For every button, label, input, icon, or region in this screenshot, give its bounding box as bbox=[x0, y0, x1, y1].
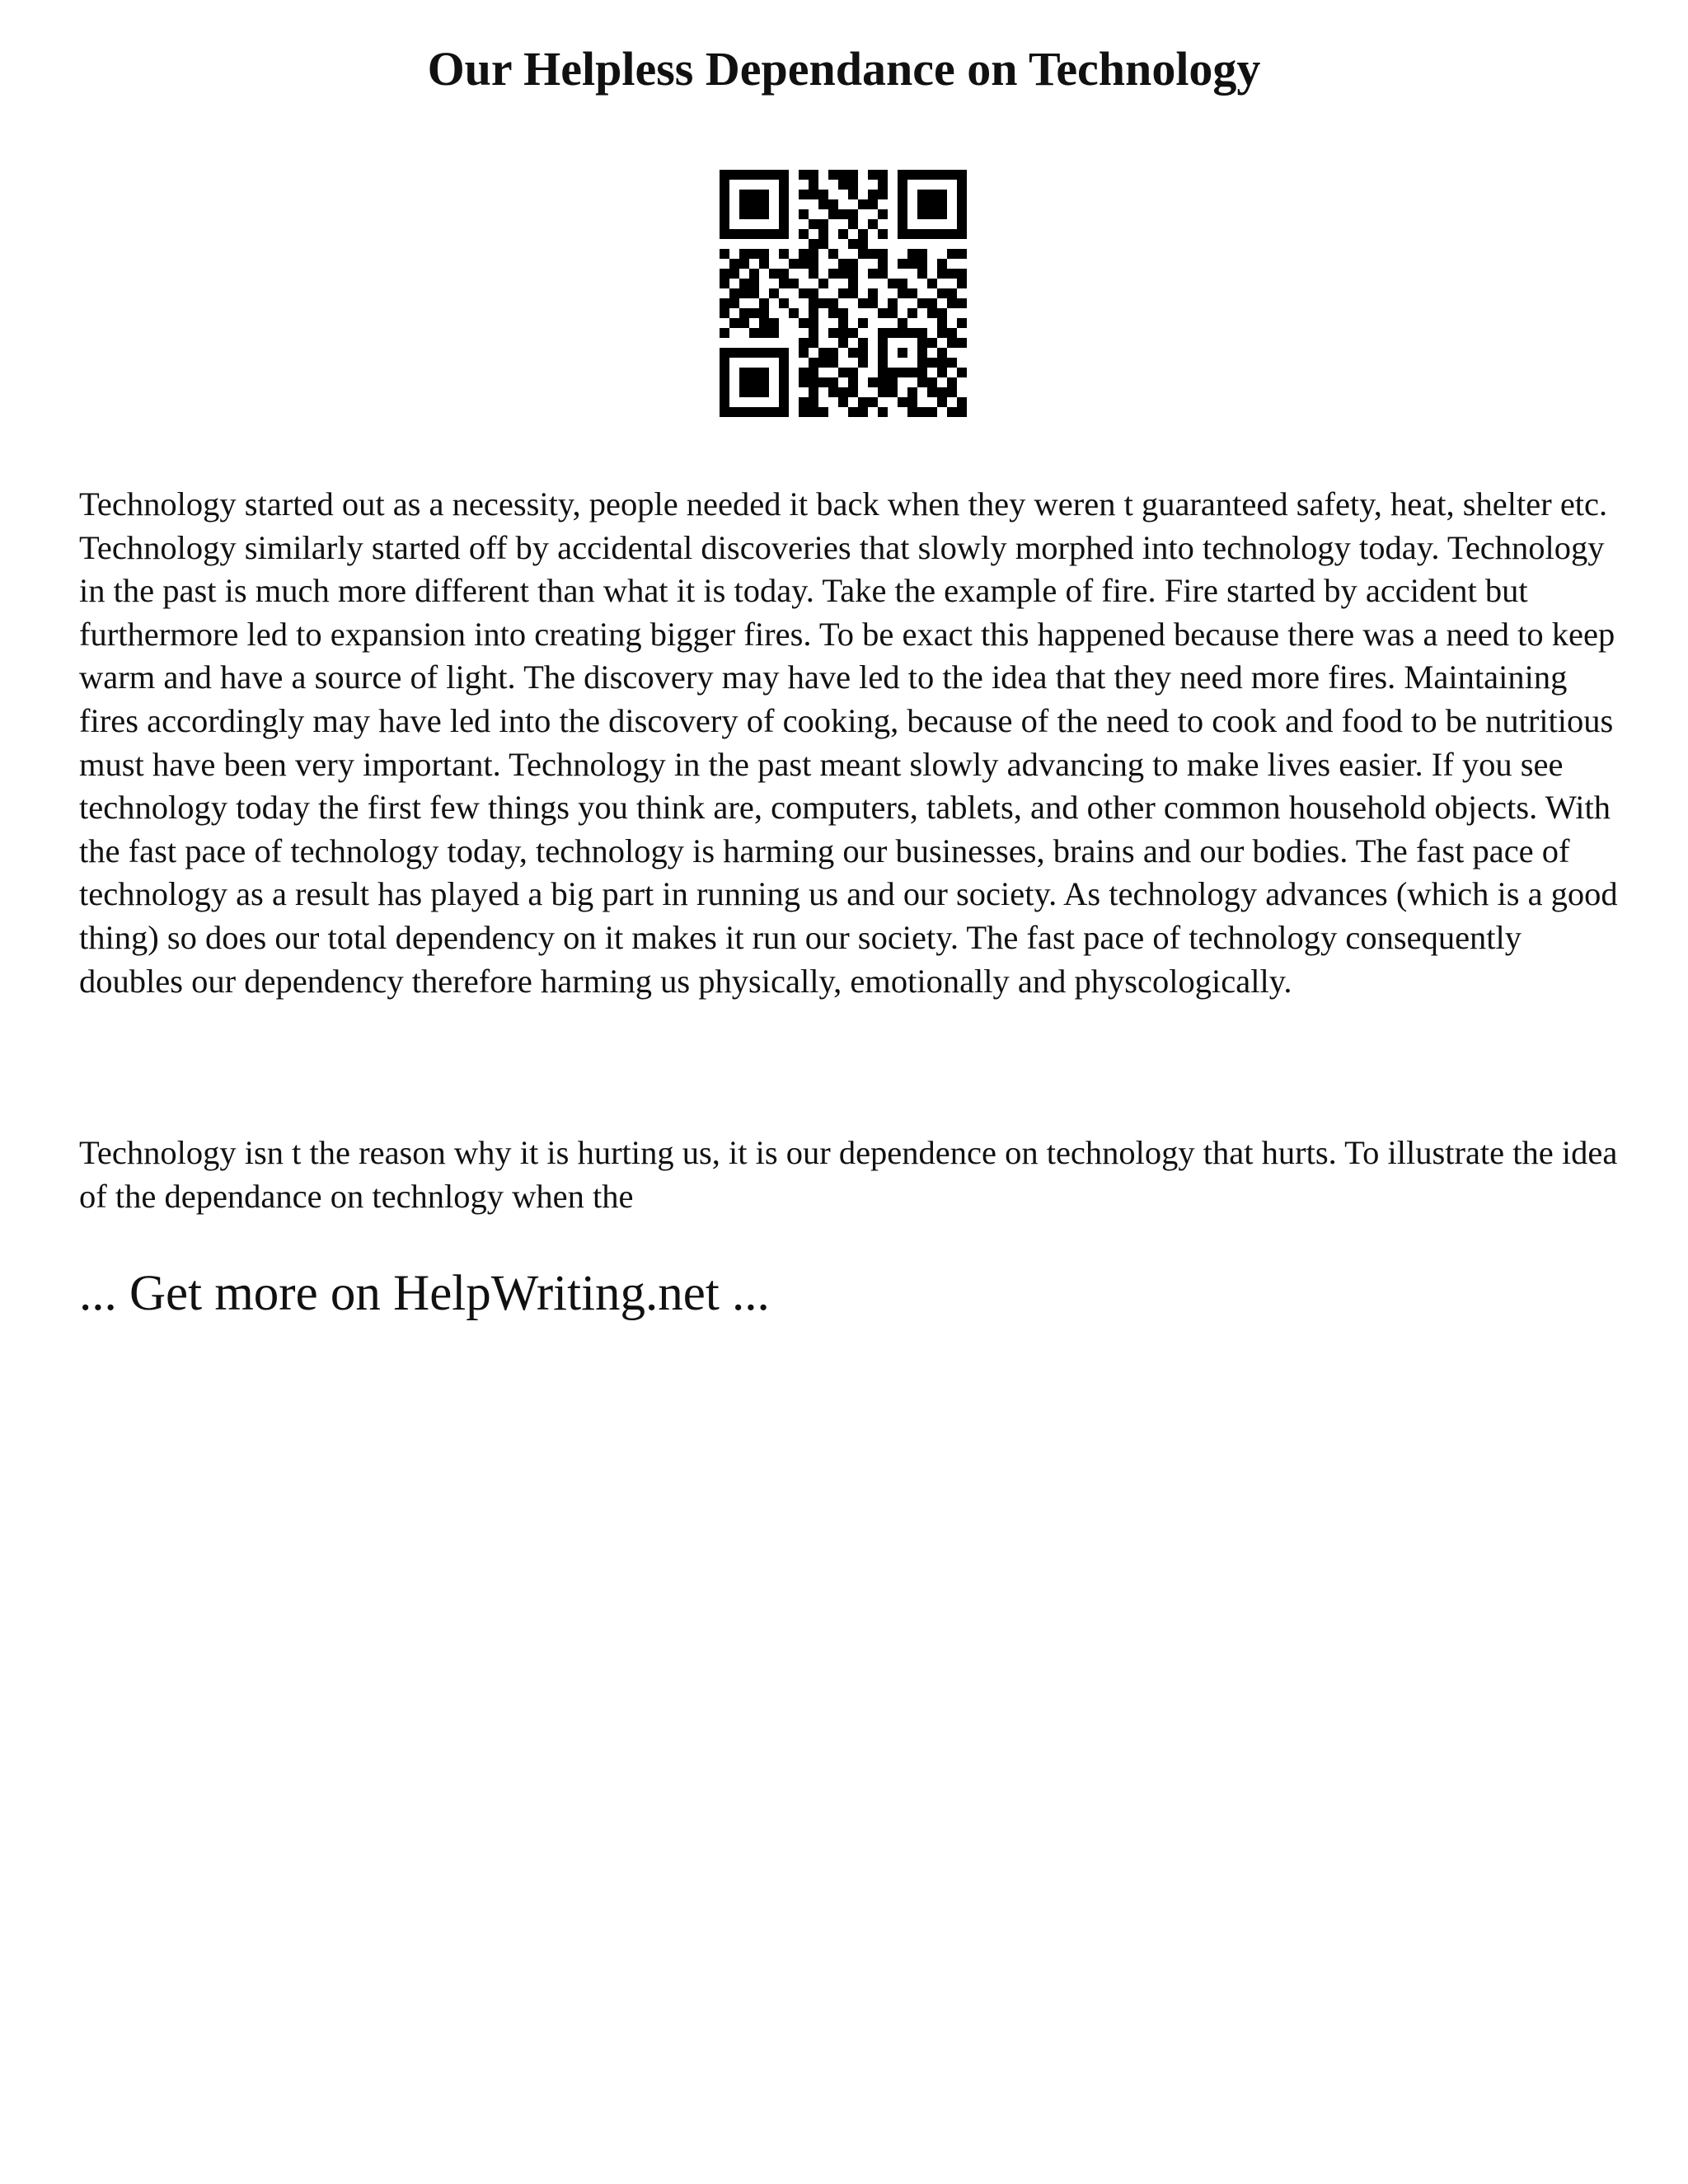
body-paragraph-2: Technology isn t the reason why it is hurting us, it is our dependence on technology that hurts. To illustrate the idea of the dependance on technlogy when the bbox=[79, 1134, 1618, 1215]
get-more-link[interactable]: ... Get more on HelpWriting.net ... bbox=[79, 1266, 770, 1321]
qr-code-icon bbox=[720, 170, 967, 417]
body-paragraph-1: Technology started out as a necessity, people needed it back when they weren t guaranteed safety, heat, shelter etc. Technology similarly started off by accidental discoveries that slowly morphed into technology today. Technology in the past is much more different than what it is today. Take the example of fire. Fire started by accident but furthermore led to expansion into creating bigger fires. To be exact this happened because there was a need to keep warm and have a source of light. The discovery may have led to the idea that they need more fires. Maintaining fires accordingly may have led into the discovery of cooking, because of the need to cook and food to be nutritious must have been very important. Technology in the past meant slowly advancing to make lives easier. If you see technology today the first few things you think are, computers, tablets, and other common household objects. With the fast pace of technology today, technology is harming our businesses, brains and our bodies. The fast pace of technology as a result has played a big part in running us and our society. As technology advances (which is a good thing) so does our total dependency on it makes it run our society. The fast pace of technology consequently doubles our dependency therefore harming us physically, emotionally and physcologically. bbox=[79, 485, 1618, 1000]
document-title: Our Helpless Dependance on Technology bbox=[427, 42, 1261, 96]
